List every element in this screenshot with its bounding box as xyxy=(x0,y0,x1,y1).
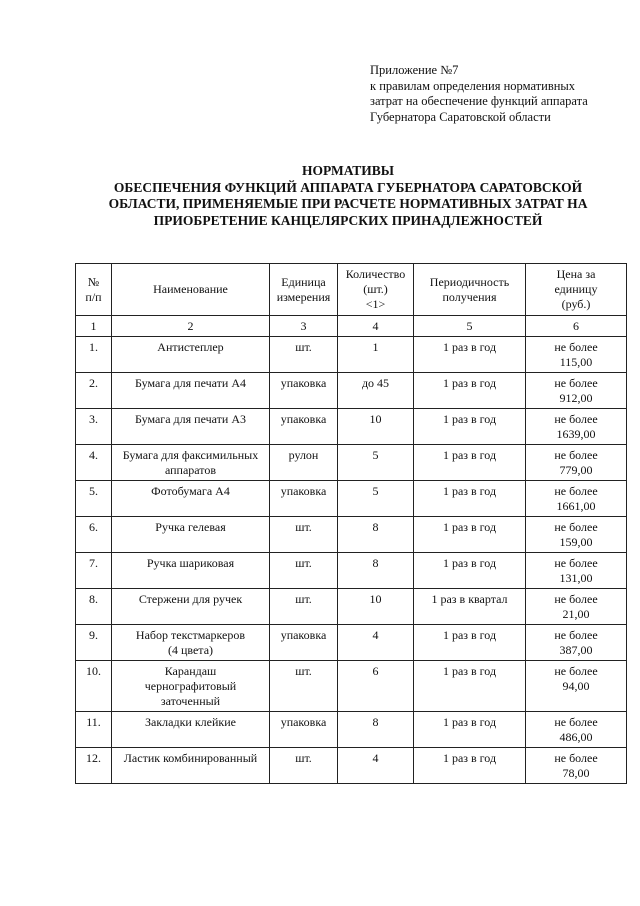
item-period: 1 раз в год xyxy=(414,553,526,589)
item-price-line: не более xyxy=(554,592,598,606)
document-title xyxy=(88,163,608,229)
column-number-row xyxy=(76,316,627,337)
item-unit: рулон xyxy=(270,445,338,481)
header-line: получения xyxy=(442,289,497,304)
item-period: 1 раз в год xyxy=(414,409,526,445)
item-price xyxy=(526,748,627,784)
title-line: НОРМАТИВЫ xyxy=(301,163,395,178)
header-line: <1> xyxy=(365,297,386,311)
table-row xyxy=(76,409,627,445)
item-name-line: Антистеплер xyxy=(157,340,224,354)
item-name-line: Бумага для печати А4 xyxy=(135,376,246,390)
item-price xyxy=(526,625,627,661)
item-name xyxy=(112,712,270,748)
item-price-line: не более xyxy=(554,751,598,765)
item-unit: упаковка xyxy=(270,373,338,409)
item-price xyxy=(526,517,627,553)
row-number: 9. xyxy=(76,625,112,661)
item-unit: шт. xyxy=(270,748,338,784)
table-row xyxy=(76,553,627,589)
item-name-line: Карандаш xyxy=(164,664,217,678)
item-price-line: 1661,00 xyxy=(556,499,596,513)
item-name-line: Ручка шариковая xyxy=(146,556,235,570)
header-row xyxy=(76,264,627,316)
item-price-line: не более xyxy=(554,376,598,390)
item-price-line: не более xyxy=(554,484,598,498)
item-name xyxy=(112,409,270,445)
item-period: 1 раз в год xyxy=(414,625,526,661)
table-body xyxy=(76,316,627,784)
item-price xyxy=(526,553,627,589)
column-number: 4 xyxy=(338,316,414,337)
item-name xyxy=(112,445,270,481)
header-line: Наименование xyxy=(153,282,228,296)
table-header xyxy=(76,264,627,316)
appendix-line: Губернатора Саратовской области xyxy=(370,109,551,124)
item-quantity: 1 xyxy=(338,337,414,373)
title-line: ПРИОБРЕТЕНИЕ КАНЦЕЛЯРСКИХ ПРИНАДЛЕЖНОСТЕЙ xyxy=(153,212,543,228)
item-unit: шт. xyxy=(270,517,338,553)
item-unit: упаковка xyxy=(270,712,338,748)
item-name-line: Стержени для ручек xyxy=(138,592,243,606)
table-row xyxy=(76,517,627,553)
row-number: 3. xyxy=(76,409,112,445)
table-row xyxy=(76,748,627,784)
item-quantity: 4 xyxy=(338,625,414,661)
item-price xyxy=(526,661,627,712)
column-number: 1 xyxy=(76,316,112,337)
item-price-line: 78,00 xyxy=(562,766,590,780)
item-name-line: аппаратов xyxy=(164,463,217,477)
table-row xyxy=(76,373,627,409)
item-period: 1 раз в год xyxy=(414,481,526,517)
header-unit xyxy=(270,264,338,316)
header-line: Единица xyxy=(281,274,326,289)
item-price xyxy=(526,481,627,517)
item-period: 1 раз в год xyxy=(414,517,526,553)
item-quantity: 10 xyxy=(338,589,414,625)
item-name-line: чернографитовый xyxy=(144,679,237,693)
item-name-line: заточенный xyxy=(160,694,221,708)
row-number: 1. xyxy=(76,337,112,373)
item-price xyxy=(526,712,627,748)
item-price-line: не более xyxy=(554,412,598,426)
item-name-line: Бумага для факсимильных xyxy=(122,448,259,462)
appendix-line: затрат на обеспечение функций аппарата xyxy=(370,94,588,108)
item-period: 1 раз в год xyxy=(414,661,526,712)
item-name-line: Ручка гелевая xyxy=(155,520,226,534)
item-name xyxy=(112,553,270,589)
item-period: 1 раз в год xyxy=(414,373,526,409)
item-name xyxy=(112,748,270,784)
item-name xyxy=(112,589,270,625)
item-price-line: не более xyxy=(554,664,598,678)
item-price-line: не более xyxy=(554,340,598,354)
item-price-line: 1639,00 xyxy=(556,427,596,441)
item-quantity: 5 xyxy=(338,445,414,481)
title-line: ОБЕСПЕЧЕНИЯ ФУНКЦИЙ АППАРАТА ГУБЕРНАТОРА САРАТОВСКОЙ xyxy=(113,179,583,195)
item-unit: шт. xyxy=(270,661,338,712)
header-line: (шт.) xyxy=(363,282,388,296)
item-name-line: Ластик комбинированный xyxy=(123,751,258,765)
table-row xyxy=(76,661,627,712)
item-quantity: 8 xyxy=(338,517,414,553)
header-line: (руб.) xyxy=(561,297,591,311)
header-line: единицу xyxy=(554,282,598,296)
appendix-note xyxy=(370,63,588,125)
header-quantity xyxy=(338,264,414,316)
row-number: 12. xyxy=(76,748,112,784)
item-name xyxy=(112,517,270,553)
row-number: 10. xyxy=(76,661,112,712)
item-quantity: до 45 xyxy=(338,373,414,409)
item-quantity: 8 xyxy=(338,712,414,748)
row-number: 11. xyxy=(76,712,112,748)
item-period: 1 раз в год xyxy=(414,748,526,784)
item-price-line: не более xyxy=(554,556,598,570)
item-name-line: Бумага для печати А3 xyxy=(135,412,246,426)
item-name xyxy=(112,625,270,661)
item-price xyxy=(526,373,627,409)
table-row xyxy=(76,445,627,481)
appendix-line: Приложение №7 xyxy=(370,63,459,77)
item-period: 1 раз в год xyxy=(414,337,526,373)
item-name-line: Закладки клейкие xyxy=(145,715,236,729)
item-price-line: не более xyxy=(554,628,598,642)
item-price-line: 131,00 xyxy=(559,571,593,585)
item-period: 1 раз в год xyxy=(414,712,526,748)
item-price-line: 94,00 xyxy=(562,679,590,693)
item-name-line: Фотобумага А4 xyxy=(151,484,230,498)
title-line: ОБЛАСТИ, ПРИМЕНЯЕМЫЕ ПРИ РАСЧЕТЕ НОРМАТИВНЫХ ЗАТРАТ НА xyxy=(108,196,588,211)
item-price-line: не более xyxy=(554,448,598,462)
header-number xyxy=(76,264,112,316)
item-unit: шт. xyxy=(270,553,338,589)
header-line: измерения xyxy=(276,289,331,304)
norms-table xyxy=(75,263,627,784)
appendix-line: к правилам определения нормативных xyxy=(370,78,576,93)
item-price xyxy=(526,409,627,445)
header-line: № xyxy=(87,274,100,289)
item-price-line: 486,00 xyxy=(559,730,593,744)
item-name xyxy=(112,373,270,409)
item-name-line: (4 цвета) xyxy=(167,643,214,657)
column-number: 5 xyxy=(414,316,526,337)
item-unit: упаковка xyxy=(270,409,338,445)
item-name xyxy=(112,337,270,373)
item-price xyxy=(526,589,627,625)
item-unit: упаковка xyxy=(270,625,338,661)
header-period xyxy=(414,264,526,316)
column-number: 2 xyxy=(112,316,270,337)
column-number: 6 xyxy=(526,316,627,337)
item-quantity: 6 xyxy=(338,661,414,712)
item-price-line: не более xyxy=(554,520,598,534)
item-price-line: 115,00 xyxy=(559,355,593,369)
item-period: 1 раз в квартал xyxy=(414,589,526,625)
item-unit: упаковка xyxy=(270,481,338,517)
item-quantity: 4 xyxy=(338,748,414,784)
row-number: 5. xyxy=(76,481,112,517)
header-line: Цена за xyxy=(556,267,596,281)
row-number: 6. xyxy=(76,517,112,553)
table-row xyxy=(76,337,627,373)
item-quantity: 10 xyxy=(338,409,414,445)
header-name xyxy=(112,264,270,316)
item-price-line: 21,00 xyxy=(562,607,590,621)
column-number: 3 xyxy=(270,316,338,337)
item-price-line: 779,00 xyxy=(559,463,593,477)
header-price xyxy=(526,264,627,316)
row-number: 7. xyxy=(76,553,112,589)
header-line: п/п xyxy=(85,289,102,304)
item-price-line: 387,00 xyxy=(559,643,593,657)
item-name xyxy=(112,481,270,517)
header-line: Количество xyxy=(345,267,406,281)
row-number: 8. xyxy=(76,589,112,625)
item-price xyxy=(526,445,627,481)
item-quantity: 5 xyxy=(338,481,414,517)
header-line: Периодичность xyxy=(429,274,510,289)
item-period: 1 раз в год xyxy=(414,445,526,481)
item-price-line: 159,00 xyxy=(559,535,593,549)
table-row xyxy=(76,712,627,748)
table-row xyxy=(76,589,627,625)
item-name-line: Набор текстмаркеров xyxy=(135,628,246,642)
row-number: 4. xyxy=(76,445,112,481)
item-price-line: 912,00 xyxy=(559,391,593,405)
item-price xyxy=(526,337,627,373)
table-row xyxy=(76,625,627,661)
item-unit: шт. xyxy=(270,589,338,625)
row-number: 2. xyxy=(76,373,112,409)
item-price-line: не более xyxy=(554,715,598,729)
item-unit: шт. xyxy=(270,337,338,373)
table-row xyxy=(76,481,627,517)
item-quantity: 8 xyxy=(338,553,414,589)
item-name xyxy=(112,661,270,712)
